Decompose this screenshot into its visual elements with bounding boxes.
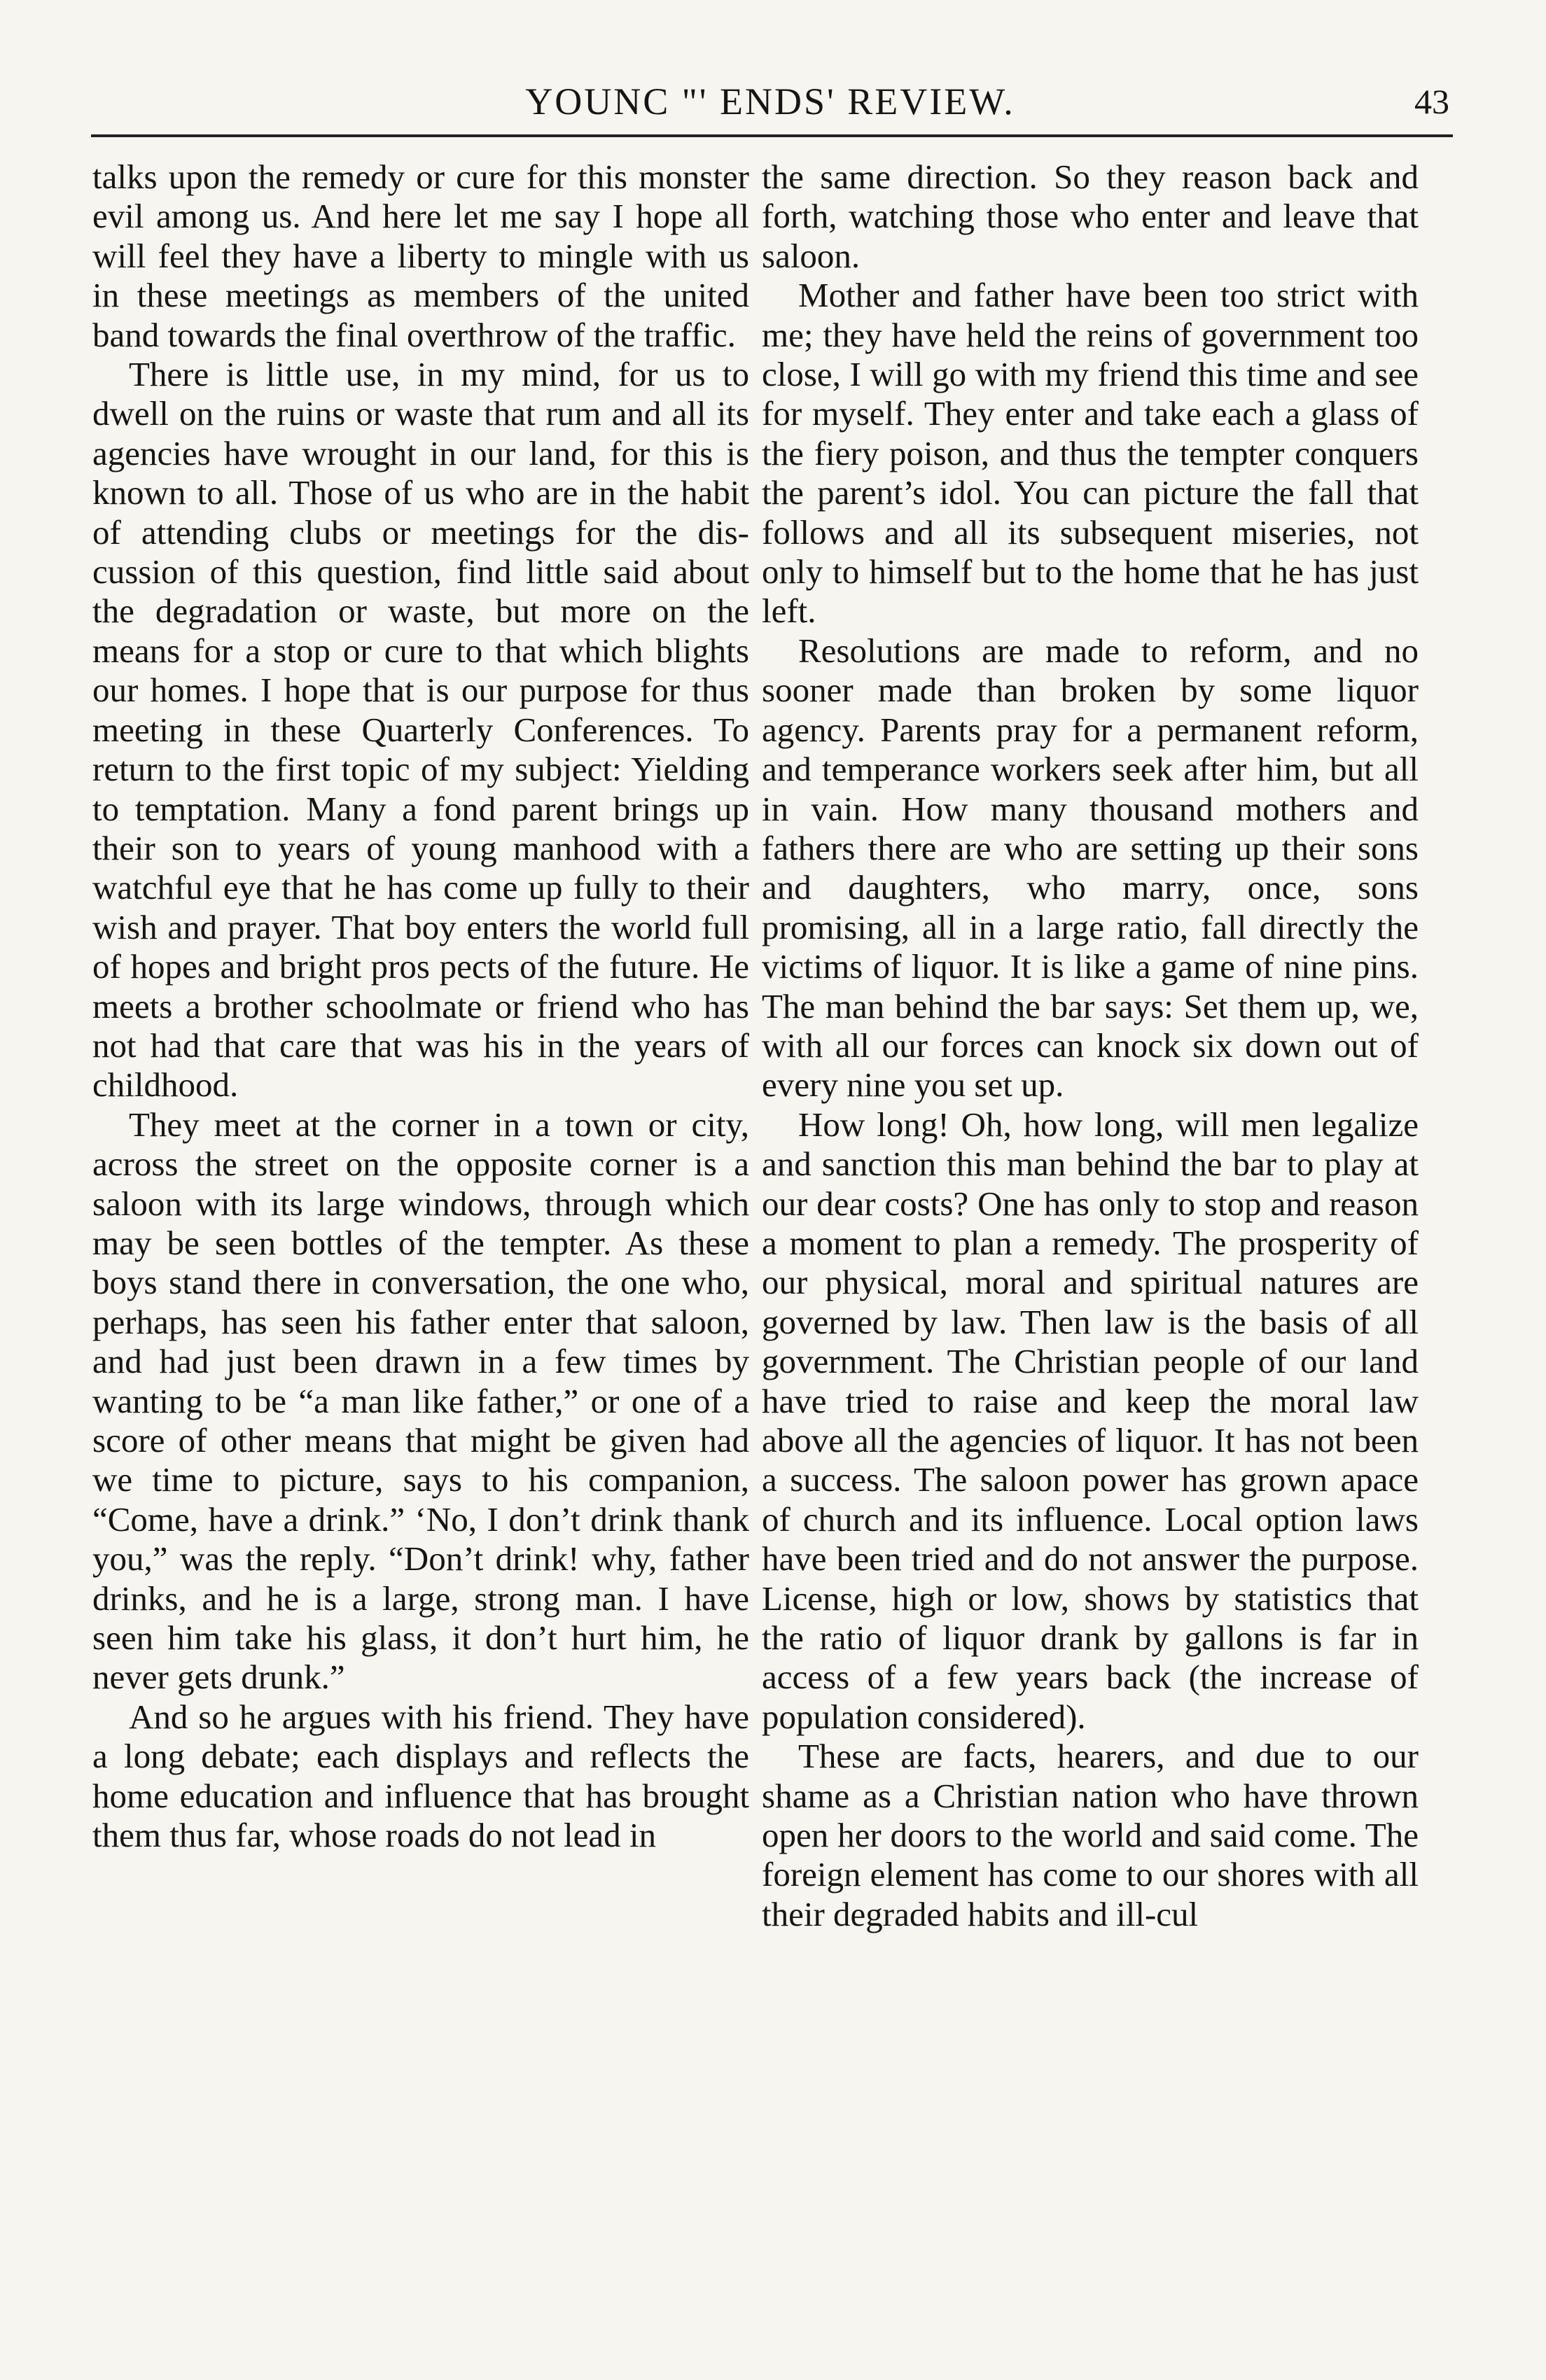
paragraph: They meet at the corner in a town or city, across the street on the opposite corner is a saloon with its large windows, through which may be seen bottles of the tempter. As these boys stand there in conversation, the one who, perhaps, has seen his father enter that saloon, and had just been drawn in a few times by wanting to be “a man like father,” or one of a score of other means that might be given had we time to picture, says to his companion, “Come, have a drink.” ‘No, I don’t drink thank you,” was the reply. “Don’t drink! why, father drinks, and he is a large, strong man. I have seen him take his glass, it don’t hurt him, he never gets drunk.” xyxy=(92,1105,749,1697)
paragraph: And so he argues with his friend. They have a long debate; each displays and reflects the home education and influence that has brought them thus far, whose roads do not lead in xyxy=(92,1697,749,1855)
paragraph: Mother and father have been too strict with me; they have held the reins of government too close, I will go with my friend this time and see for myself. They enter and take each a glass of the fiery poison, and thus the tempter conquers the parent’s idol. You can picture the fall that follows and all its subsequent miseries, not only to himself but to the home that he has just left. xyxy=(762,276,1419,631)
paragraph: There is little use, in my mind, for us to dwell on the ruins or waste that rum and all its agencies have wrought in our land, for this is known to all. Those of us who are in the habit of attending clubs or meetings for the discussion of this question, find little said about the degradation or waste, but more on the means for a stop or cure to that which blights our homes. I hope that is our purpose for thus meeting in these Quarterly Conferences. To return to the first topic of my subject: Yielding to temptation. Many a fond parent brings up their son to years of young manhood with a watchful eye that he has come up fully to their wish and prayer. That boy enters the world full of hopes and bright pros pects of the future. He meets a brother schoolmate or friend who has not had that care that was his in the years of childhood. xyxy=(92,355,749,1105)
right-column xyxy=(762,158,1419,1934)
paragraph: talks upon the remedy or cure for this monster evil among us. And here let me say I hope all will feel they have a liberty to mingle with us in these meetings as members of the united band towards the final overthrow of the traffic. xyxy=(92,158,749,354)
page-number: 43 xyxy=(1414,82,1449,121)
paragraph: the same direction. So they reason back and forth, watching those who enter and leave that saloon. xyxy=(762,158,1419,275)
paragraph: How long! Oh, how long, will men legalize and sanction this man behind the bar to play at our dear costs? One has only to stop and reason a moment to plan a remedy. The prosperity of our physical, moral and spiritual natures are governed by law. Then law is the basis of all government. The Christian people of our land have tried to raise and keep the moral law above all the agencies of liquor. It has not been a success. The saloon power has grown apace of church and its influence. Local option laws have been tried and do not answer the purpose. License, high or low, shows by statistics that the ratio of liquor drank by gallons is far in access of a few years back (the increase of population considered). xyxy=(762,1105,1419,1736)
running-title: YOUNC "' ENDS' REVIEW. xyxy=(525,80,1015,122)
left-column xyxy=(92,158,749,1855)
running-head xyxy=(91,77,1449,126)
paragraph: Resolutions are made to reform, and no sooner made than broken by some liquor agency. Parents pray for a permanent reform, and temperance workers seek after him, but all in vain. How many thousand mothers and fathers there are who are setting up their sons and daughters, who marry, once, sons promising, all in a large ratio, fall directly the victims of liquor. It is like a game of nine pins. The man behind the bar says: Set them up, we, with all our forces can knock six down out of every nine you set up. xyxy=(762,631,1419,1105)
paragraph: These are facts, hearers, and due to our shame as a Christian nation who have thrown open her doors to the world and said come. The foreign element has come to our shores with all their degraded habits and ill-cul xyxy=(762,1737,1419,1933)
header-rule xyxy=(91,134,1453,137)
